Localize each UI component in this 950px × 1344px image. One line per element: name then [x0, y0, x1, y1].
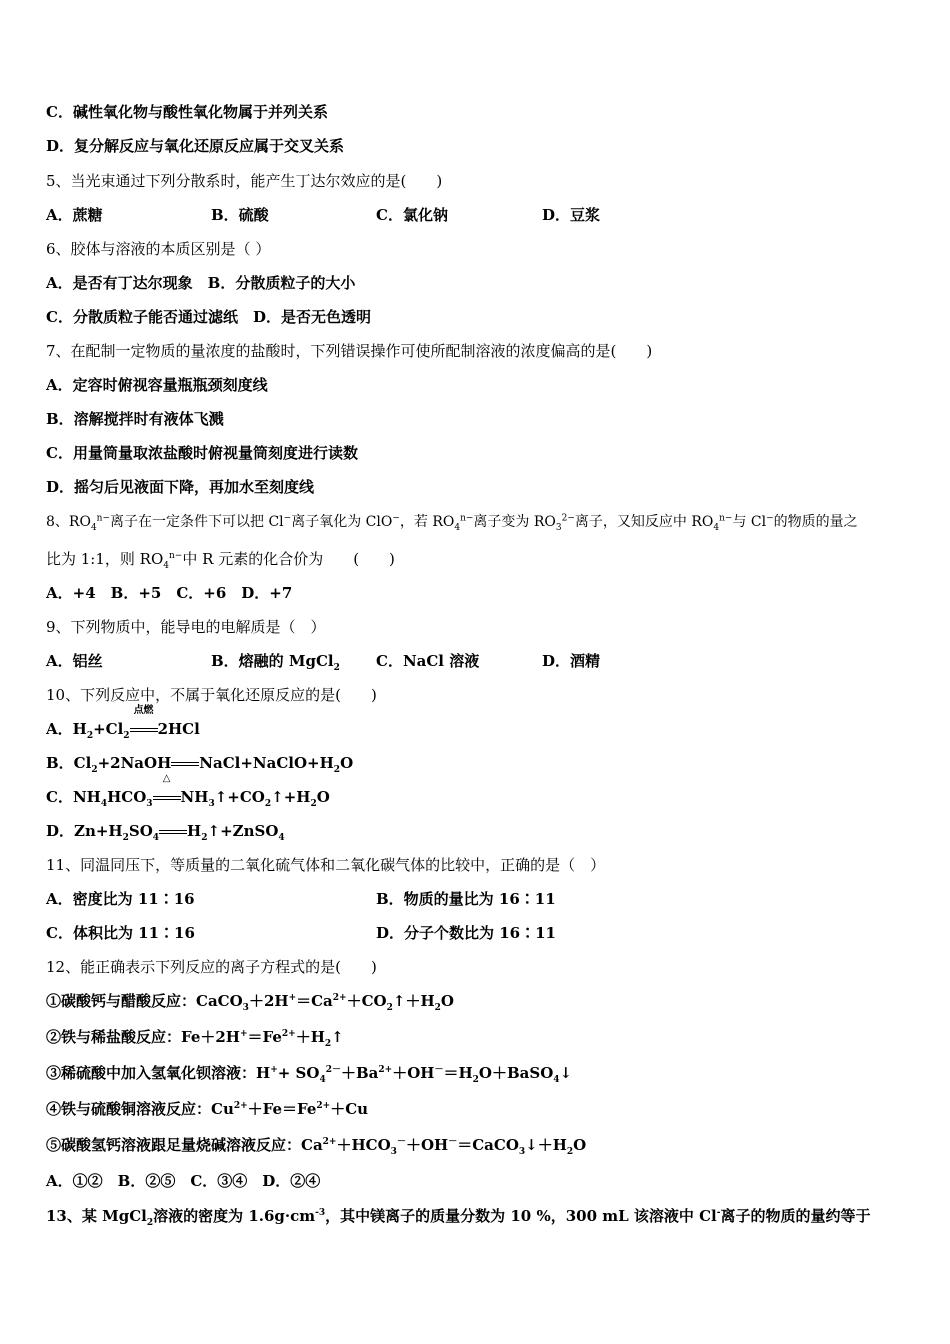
q4-option-d: D．复分解反应与氧化还原反应属于交叉关系 [46, 137, 345, 155]
q5-option-b: B．硫酸 [211, 206, 269, 224]
question-9: 9、下列物质中，能导电的电解质是（ ） [46, 618, 326, 636]
q9-option-a: A．铝丝 [46, 652, 103, 670]
question-13: 13、某 MgCl$_2$溶液的密度为 $1.6g\cdot cm^{-3}$，其中镁离子的质量分数为 10 %，300 mL 该溶液中 Cl-离子的物质的量约等于 [46, 1207, 871, 1228]
question-6: 6、胶体与溶液的本质区别是（ ） [46, 240, 271, 258]
q5-option-d: D．豆浆 [542, 206, 601, 224]
q5-option-c: C．氯化钠 [376, 206, 448, 224]
q7-option-a: A．定容时俯视容量瓶瓶颈刻度线 [46, 376, 268, 394]
q7-option-d: D．摇匀后见液面下降，再加水至刻度线 [46, 478, 315, 496]
question-10: 10、下列反应中，不属于氧化还原反应的是( ) [46, 686, 377, 704]
equals-sign [159, 821, 187, 841]
question-5: 5、当光束通过下列分散系时，能产生丁达尔效应的是( ) [46, 172, 443, 190]
q5-option-a: A．蔗糖 [46, 206, 103, 224]
reaction-condition: 点燃 [130, 719, 158, 739]
equals-sign [171, 753, 199, 773]
q7-option-c: C．用量筒量取浓盐酸时俯视量筒刻度进行读数 [46, 444, 358, 462]
q10-option-b: B．$Cl_2+2NaOH$ $NaCl+NaClO+H_2O$ [46, 754, 354, 775]
q12-reaction-2: ②铁与稀盐酸反应：$Fe+2H^+=Fe^{2+}+H_2↑$ [46, 1028, 344, 1049]
question-12: 12、能正确表示下列反应的离子方程式的是( ) [46, 958, 377, 976]
q11-option-a: A．密度比为 11∶16 [46, 890, 195, 908]
q9-option-b: B．熔融的 MgCl$_2$ [211, 652, 340, 673]
q12-reaction-5: ⑤碳酸氢钙溶液跟足量烧碱溶液反应：$Ca^{2+}+HCO_3^-+OH^-=CaCO_3↓+H_2O$ [46, 1136, 587, 1157]
q11-option-d: D．分子个数比为 16∶11 [376, 924, 556, 942]
q12-reaction-1: ①碳酸钙与醋酸反应：$CaCO_3+2H^+=Ca^{2+}+CO_2↑+H_2O$ [46, 992, 454, 1013]
q7-option-b: B．溶解搅拌时有液体飞溅 [46, 410, 224, 428]
q11-options-ab [46, 889, 906, 909]
question-11: 11、同温同压下，等质量的二氧化硫气体和二氧化碳气体的比较中，正确的是（ ） [46, 856, 606, 874]
q10-option-d: D．$Zn+H_2SO_4$ $H_2↑+ZnSO_4$ [46, 822, 285, 843]
q8-options: A．+4 B．+5 C．+6 D．+7 [46, 584, 293, 602]
question-8-line-2: 比为 1:1，则 $RO_4^{n-}$中 R 元素的化合价为 ( ) [46, 550, 395, 571]
q11-option-b: B．物质的量比为 16∶11 [376, 890, 556, 908]
q4-option-c: C．碱性氧化物与酸性氧化物属于并列关系 [46, 103, 328, 121]
q11-option-c: C．体积比为 11∶16 [46, 924, 195, 942]
q9-option-c: C．NaCl 溶液 [376, 652, 480, 670]
q10-option-a: A．$H_2+Cl_2$ 点燃 2HCl [46, 705, 200, 741]
q10-option-c: C．$NH_4HCO_3$ △ $NH_3↑+CO_2↑+H_2O$ [46, 773, 330, 809]
reaction-condition: △ [153, 787, 181, 807]
q6-options-ab: A．是否有丁达尔现象 B．分散质粒子的大小 [46, 274, 356, 292]
q5-options [46, 205, 906, 225]
q12-reaction-4: ④铁与硫酸铜溶液反应：$Cu^{2+}+Fe=Fe^{2+}+Cu$ [46, 1100, 369, 1118]
q12-reaction-3: ③稀硫酸中加入氢氧化钡溶液：$H^++ SO_4^{2-}+Ba^{2+}+OH^-=H_2O+BaSO_4↓$ [46, 1064, 573, 1085]
question-8-line-1: 8、$RO_4^{n-}$离子在一定条件下可以把 Cl−离子氧化为 ClO−，若 $RO_4^{n-}$离子变为 $RO_3^{2-}$离子，又知反应中 $RO_4^{n-}$与 Cl−的物质的量之 [46, 513, 858, 533]
q12-options: A．①② B．②⑤ C．③④ D．②④ [46, 1172, 321, 1190]
q9-options [46, 651, 906, 671]
q6-options-cd: C．分散质粒子能否通过滤纸 D．是否无色透明 [46, 308, 371, 326]
q9-option-d: D．酒精 [542, 652, 601, 670]
q11-options-cd [46, 923, 906, 943]
question-7: 7、在配制一定物质的量浓度的盐酸时，下列错误操作可使所配制溶液的浓度偏高的是( ) [46, 342, 653, 360]
